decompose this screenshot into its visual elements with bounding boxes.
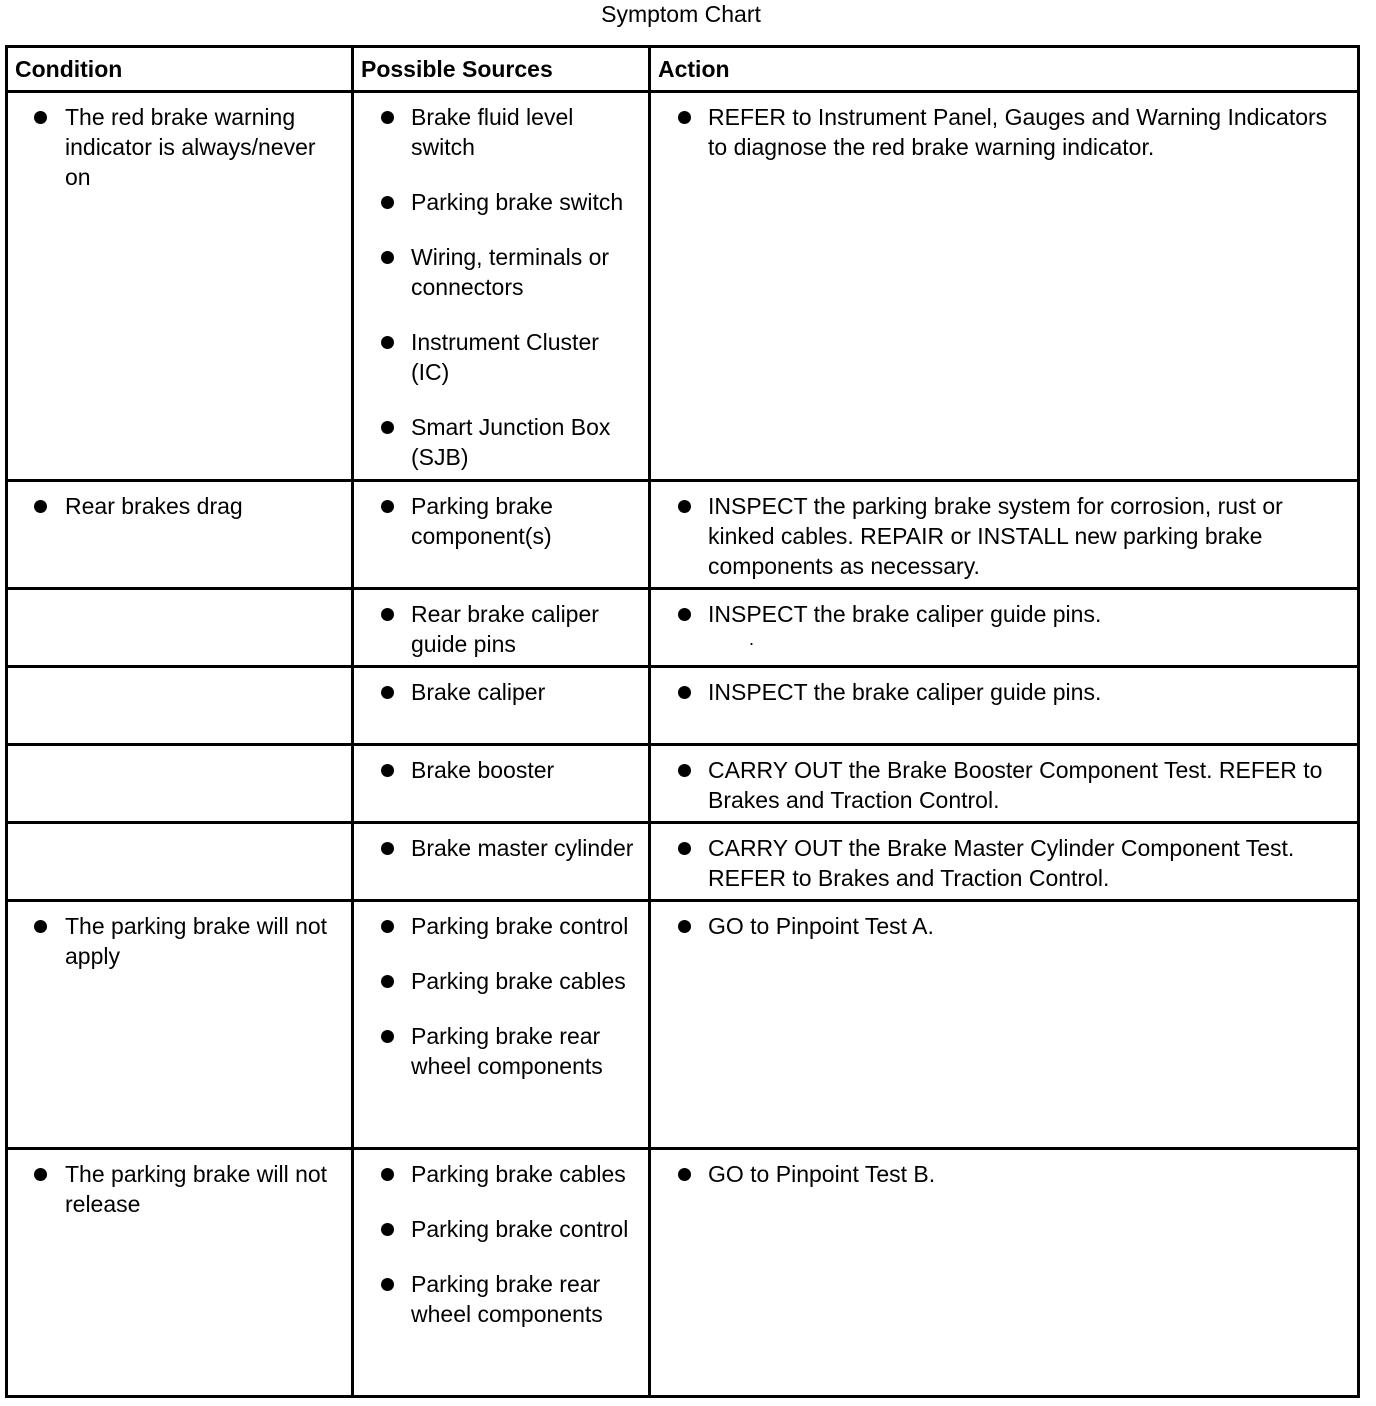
sources-list [354,833,640,863]
table-row [7,745,1359,823]
condition-cell [7,92,353,481]
bullet-icon [381,920,394,933]
sources-cell [353,667,650,745]
bullet-icon [678,500,691,513]
source-text: Parking brake component(s) [411,493,553,549]
action-item [651,755,1349,815]
condition-cell [7,481,353,589]
symptom-table [5,45,1360,1398]
action-item [651,911,1349,941]
source-text: Parking brake rear wheel components [411,1271,603,1327]
source-item [354,1269,640,1329]
bullet-icon [34,920,47,933]
sources-list [354,677,640,707]
action-list [651,102,1349,162]
source-item [354,1214,640,1244]
header-possible-sources: Possible Sources [353,47,650,92]
sources-list [354,102,640,472]
bullet-icon [34,111,47,124]
condition-cell [7,745,353,823]
action-list [651,833,1349,893]
action-cell [650,589,1359,667]
source-text: Brake caliper [411,679,546,705]
bullet-icon [381,608,394,621]
action-cell [650,92,1359,481]
source-item [354,599,640,659]
source-text: Brake fluid level switch [411,104,574,160]
condition-list [8,1159,343,1219]
action-text: INSPECT the parking brake system for corrosion, rust or kinked cables. REPAIR or INSTALL new parking brake components as necessary. [708,493,1283,579]
sources-cell [353,823,650,901]
bullet-icon [381,1030,394,1043]
source-item [354,187,640,217]
sources-list [354,755,640,785]
source-text: Brake booster [411,757,555,783]
action-cell [650,745,1359,823]
table-row [7,589,1359,667]
action-item [651,677,1349,707]
action-list [651,491,1349,581]
action-cell [650,667,1359,745]
sources-list [354,599,640,659]
bullet-icon [381,764,394,777]
bullet-icon [381,686,394,699]
table-row [7,823,1359,901]
sources-list [354,491,640,551]
bullet-icon [381,842,394,855]
bullet-icon [381,336,394,349]
condition-cell [7,1149,353,1397]
condition-cell [7,667,353,745]
action-cell [650,823,1359,901]
bullet-icon [381,196,394,209]
action-text: REFER to Instrument Panel, Gauges and Warning Indicators to diagnose the red brake warning indicator. [708,104,1328,160]
action-text: GO to Pinpoint Test B. [708,1161,936,1187]
chart-title: Symptom Chart [601,1,761,27]
source-text: Brake master cylinder [411,835,634,861]
action-item [651,491,1349,581]
bullet-icon [381,111,394,124]
sources-cell [353,92,650,481]
source-item [354,966,640,996]
action-text: INSPECT the brake caliper guide pins. [708,679,1102,705]
action-list [651,599,1349,629]
condition-text: Rear brakes drag [65,493,243,519]
source-text: Smart Junction Box (SJB) [411,414,611,470]
sources-cell [353,745,650,823]
condition-list [8,911,343,971]
source-item [354,242,640,302]
bullet-icon [381,975,394,988]
header-row [7,47,1359,92]
action-list [651,677,1349,707]
bullet-icon [381,500,394,513]
action-text: CARRY OUT the Brake Master Cylinder Component Test. REFER to Brakes and Traction Control. [708,835,1295,891]
source-text: Wiring, terminals or connectors [411,244,610,300]
bullet-icon [381,1223,394,1236]
source-item [354,911,640,941]
action-item [651,102,1349,162]
action-list [651,755,1349,815]
action-cell [650,901,1359,1149]
condition-cell [7,589,353,667]
sources-cell [353,1149,650,1397]
bullet-icon [34,500,47,513]
condition-text: The parking brake will not release [65,1161,328,1217]
bullet-icon [34,1168,47,1181]
action-item [651,1159,1349,1189]
table-row [7,481,1359,589]
source-text: Instrument Cluster (IC) [411,329,599,385]
source-item [354,833,640,863]
action-cell [650,1149,1359,1397]
table-row [7,901,1359,1149]
source-item [354,677,640,707]
table-row [7,1149,1359,1397]
action-item [651,599,1349,629]
action-cell [650,481,1359,589]
sources-list [354,1159,640,1329]
sources-cell [353,589,650,667]
bullet-icon [381,421,394,434]
condition-list [8,102,343,192]
condition-text: The parking brake will not apply [65,913,328,969]
bullet-icon [678,1168,691,1181]
bullet-icon [381,1278,394,1291]
action-list [651,1159,1349,1189]
source-item [354,491,640,551]
source-text: Parking brake cables [411,968,626,994]
action-list [651,911,1349,941]
condition-list [8,491,343,521]
condition-item [8,102,343,192]
source-text: Parking brake control [411,1216,629,1242]
header-condition: Condition [7,47,353,92]
sources-cell [353,481,650,589]
condition-cell [7,823,353,901]
bullet-icon [678,764,691,777]
condition-item [8,1159,343,1219]
source-text: Parking brake rear wheel components [411,1023,603,1079]
condition-item [8,911,343,971]
action-item [651,833,1349,893]
bullet-icon [678,842,691,855]
bullet-icon [678,920,691,933]
source-item [354,327,640,387]
header-action: Action [650,47,1359,92]
bullet-icon [381,1168,394,1181]
bullet-icon [678,608,691,621]
condition-cell [7,901,353,1149]
source-item [354,1021,640,1081]
condition-item [8,491,343,521]
sources-list [354,911,640,1081]
bullet-icon [678,111,691,124]
action-text: CARRY OUT the Brake Booster Component Test. REFER to Brakes and Traction Control. [708,757,1323,813]
source-text: Parking brake switch [411,189,624,215]
source-item [354,102,640,162]
action-text: INSPECT the brake caliper guide pins. [708,601,1102,627]
source-item [354,755,640,785]
sources-cell [353,901,650,1149]
bullet-icon [678,686,691,699]
source-text: Parking brake cables [411,1161,626,1187]
condition-text: The red brake warning indicator is always/never on [65,104,316,190]
source-text: Rear brake caliper guide pins [411,601,599,657]
source-text: Parking brake control [411,913,629,939]
bullet-icon [381,251,394,264]
source-item [354,1159,640,1189]
table-row [7,667,1359,745]
action-text: GO to Pinpoint Test A. [708,913,934,939]
table-row [7,92,1359,481]
source-item [354,412,640,472]
action-note: . [749,629,755,649]
